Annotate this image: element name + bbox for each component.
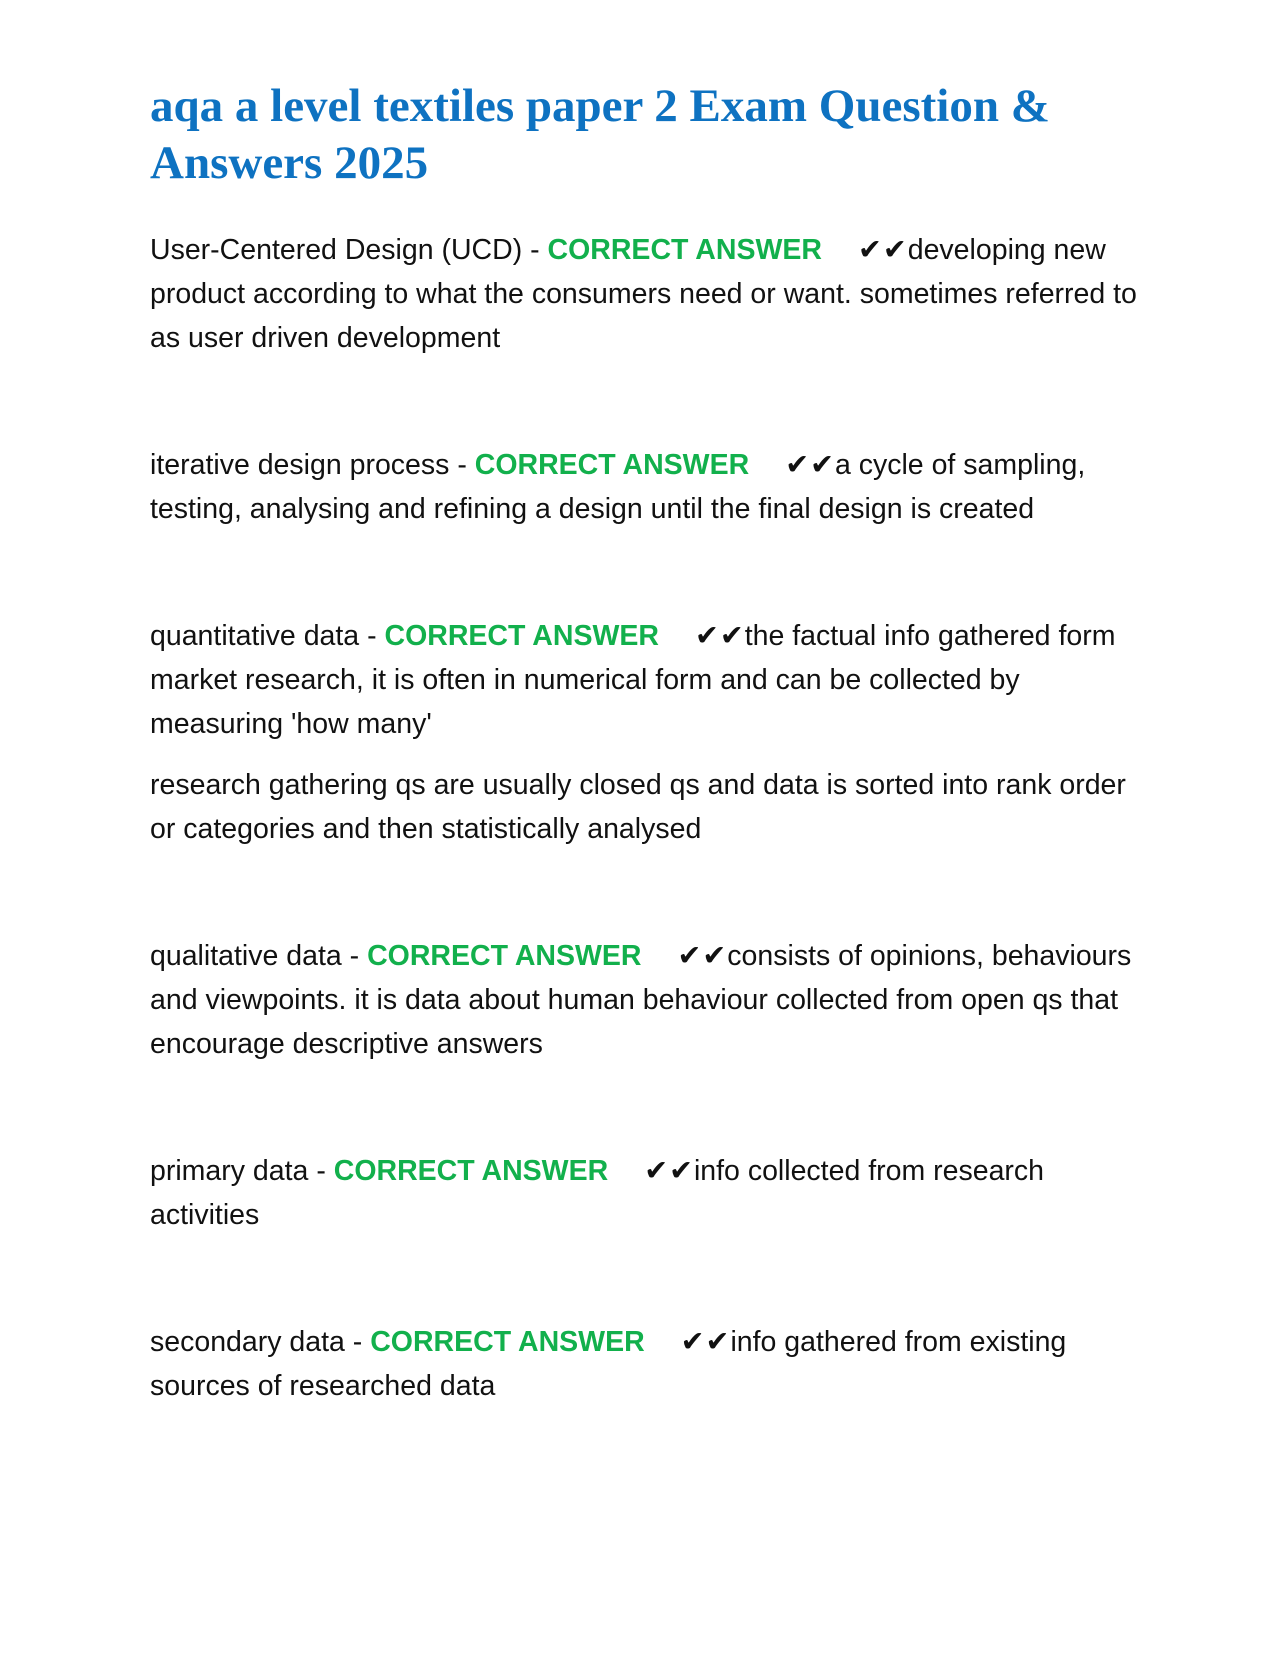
answer: a cycle of sampling, testing, analysing and refining a design until the final design is created — [150, 449, 1086, 525]
spacer — [150, 360, 1140, 443]
qa-line — [150, 934, 1140, 1066]
double-check-icon: ✔✔ — [785, 449, 835, 481]
qa-line — [150, 1149, 1140, 1237]
double-check-icon: ✔✔ — [680, 1326, 731, 1358]
qa-item-quantitative-data — [150, 614, 1140, 851]
term: iterative design process — [150, 449, 450, 481]
correct-answer-label: CORRECT ANSWER — [384, 620, 659, 652]
spacer — [150, 1066, 1140, 1149]
double-check-icon: ✔✔ — [694, 620, 745, 652]
document-page — [150, 78, 1140, 1408]
double-check-icon: ✔✔ — [677, 940, 728, 972]
term: quantitative data — [150, 620, 360, 652]
answer: developing new product according to what the consumers need or want. sometimes referred to as user driven development — [150, 234, 1137, 354]
correct-answer-label: CORRECT ANSWER — [474, 449, 750, 481]
answer: consists of opinions, behaviours and viewpoints. it is data about human behaviour collected from open qs that encourage descriptive answers — [150, 940, 1132, 1060]
double-check-icon: ✔✔ — [644, 1155, 694, 1187]
spacer — [150, 1237, 1140, 1320]
correct-answer-label: CORRECT ANSWER — [547, 234, 822, 266]
answer: the factual info gathered form market research, it is often in numerical form and can be collected by measuring 'how many' — [150, 620, 1116, 740]
answer: info collected from research activities — [150, 1155, 1045, 1231]
correct-answer-label: CORRECT ANSWER — [333, 1155, 609, 1187]
term: User-Centered Design (UCD) — [150, 234, 523, 266]
separator: - — [344, 1326, 371, 1358]
qa-line — [150, 443, 1140, 531]
separator: - — [359, 620, 385, 652]
qa-line — [150, 614, 1140, 746]
qa-item-qualitative-data — [150, 934, 1140, 1066]
answer: info gathered from existing sources of researched data — [150, 1326, 1067, 1402]
correct-answer-label: CORRECT ANSWER — [367, 940, 642, 972]
term: secondary data — [150, 1326, 345, 1358]
answer-extra: research gathering qs are usually closed qs and data is sorted into rank order or categories and then statistically analysed — [150, 769, 1126, 845]
term: primary data — [150, 1155, 309, 1187]
term: qualitative data — [150, 940, 342, 972]
correct-answer-label: CORRECT ANSWER — [370, 1326, 645, 1358]
qa-item-secondary-data — [150, 1320, 1140, 1408]
spacer — [150, 851, 1140, 934]
separator: - — [449, 449, 475, 481]
qa-item-primary-data — [150, 1149, 1140, 1237]
double-check-icon: ✔✔ — [857, 234, 908, 266]
qa-item-iterative-design — [150, 443, 1140, 531]
qa-line — [150, 228, 1140, 360]
separator: - — [308, 1155, 334, 1187]
document-title: aqa a level textiles paper 2 Exam Question & Answers 2025 — [150, 80, 1050, 189]
separator: - — [522, 234, 548, 266]
qa-item-ucd — [150, 228, 1140, 360]
separator: - — [341, 940, 368, 972]
qa-line — [150, 1320, 1140, 1408]
spacer — [150, 531, 1140, 614]
